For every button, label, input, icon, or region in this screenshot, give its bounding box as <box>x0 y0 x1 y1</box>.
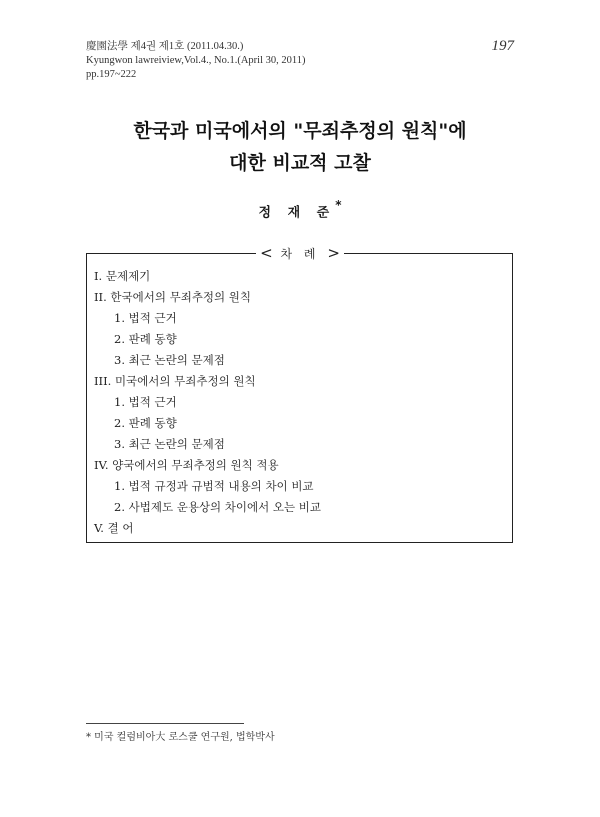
toc-subitem: 2. 사법제도 운용상의 차이에서 오는 비교 <box>114 500 321 514</box>
toc-item: II. 한국에서의 무죄추정의 원칙 <box>94 290 252 304</box>
paper-title-line-1: 한국과 미국에서의 "무죄추정의 원칙"에 <box>133 120 467 142</box>
footnote-divider <box>86 723 244 724</box>
toc-list <box>94 266 321 539</box>
author-name: 정 재 준 <box>258 205 336 221</box>
toc-subitem: 3. 최근 논란의 문제점 <box>114 353 225 367</box>
page-range: pp.197~222 <box>86 69 137 80</box>
journal-header <box>86 40 306 82</box>
toc-subitem: 1. 법적 규정과 규범적 내용의 차이 비교 <box>114 479 314 493</box>
toc-subitem: 3. 최근 논란의 문제점 <box>114 437 225 451</box>
toc-item: IV. 양국에서의 무죄추정의 원칙 적용 <box>94 458 279 472</box>
toc-heading <box>0 244 600 262</box>
journal-english-citation: Kyungwon lawreiview,Vol.4., No.1.(April 30, 2011) <box>86 55 306 66</box>
toc-item: I. 문제제기 <box>94 269 151 283</box>
toc-subitem: 2. 판례 동향 <box>114 332 177 346</box>
toc-item: III. 미국에서의 무죄추정의 원칙 <box>94 374 256 388</box>
toc-open-bracket: < <box>260 244 273 262</box>
author-footnote-marker: * <box>335 198 342 212</box>
toc-item: V. 결 어 <box>94 521 134 535</box>
author <box>0 200 600 220</box>
toc-subitem: 1. 법적 근거 <box>114 395 177 409</box>
author-affiliation-footnote: * 미국 컬럼비아大 로스쿨 연구원, 법학박사 <box>86 732 275 743</box>
toc-subitem: 1. 법적 근거 <box>114 311 177 325</box>
toc-close-bracket: > <box>327 244 340 262</box>
toc-heading-label: 차 례 <box>280 247 320 261</box>
page-number: 197 <box>491 38 514 54</box>
toc-subitem: 2. 판례 동향 <box>114 416 177 430</box>
paper-title-line-2: 대한 비교적 고찰 <box>229 152 371 174</box>
journal-citation: 慶園法學 제4권 제1호 (2011.04.30.) <box>86 41 244 52</box>
